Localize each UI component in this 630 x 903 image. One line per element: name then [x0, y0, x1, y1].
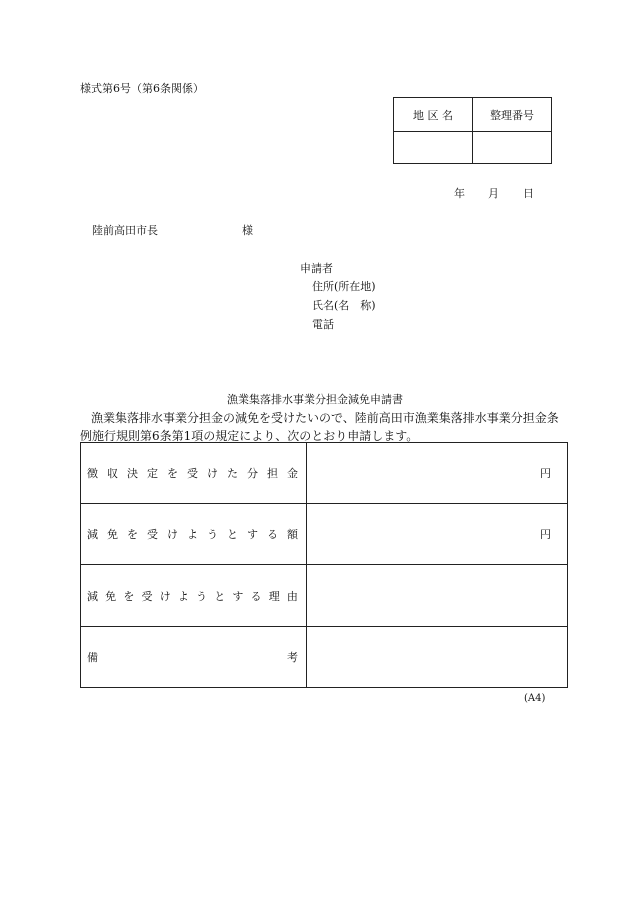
date-month: 月 [488, 187, 499, 200]
row-label [81, 565, 307, 627]
addressee-honorific: 様 [242, 224, 253, 237]
form-label: 様式第6号（第6条関係） [80, 82, 204, 95]
row-label-char: 考 [287, 651, 298, 664]
row-label-char: を [123, 589, 135, 603]
applicant-address: 住所(所在地) [312, 280, 376, 293]
applicant-name: 氏名(名 称) [312, 299, 376, 312]
row-label-char: を [167, 467, 178, 480]
row-label-char: け [159, 589, 171, 603]
district-name-header: 地 区 名 [394, 98, 473, 132]
row-label-char: 収 [107, 467, 118, 480]
row-label-char: 理 [268, 589, 280, 603]
row-label-char: よ [177, 589, 189, 603]
row-label-char: 分 [247, 467, 258, 480]
row-label-char: 担 [267, 467, 278, 480]
date-year: 年 [454, 187, 465, 200]
row-label-char: 金 [287, 467, 298, 480]
row-label-char: 決 [127, 467, 138, 480]
row-label-char: う [207, 528, 218, 541]
application-table [80, 442, 568, 688]
row-label-char: よ [187, 528, 198, 541]
row-label-char: を [127, 528, 138, 541]
row-label-char: 受 [187, 467, 198, 480]
row-label-char: 減 [87, 589, 98, 603]
row-label-char: 減 [87, 528, 98, 541]
applicant-phone: 電話 [312, 318, 334, 331]
document-title: 漁業集落排水事業分担金減免申請書 [227, 393, 403, 406]
reference-number-field[interactable] [473, 132, 552, 164]
row-label [81, 504, 307, 565]
collected-amount-field[interactable]: 円 [307, 443, 568, 504]
row-label-char: け [167, 528, 178, 541]
row-label-char: 免 [107, 528, 118, 541]
row-label-char: と [227, 528, 238, 541]
row-label-char: た [227, 467, 238, 480]
row-label-char: る [250, 589, 262, 603]
paper-size-note: (A4) [524, 693, 546, 704]
row-label-char: と [214, 589, 226, 603]
row-label-char: す [232, 589, 244, 603]
row-label-char: け [207, 467, 218, 480]
registry-table [393, 97, 552, 164]
row-label-char: 定 [147, 467, 158, 480]
table-row [81, 627, 568, 688]
date-day: 日 [523, 187, 534, 200]
row-label-char: る [267, 528, 278, 541]
row-label-char: 受 [141, 589, 153, 603]
district-name-field[interactable] [394, 132, 473, 164]
row-label [81, 627, 307, 688]
row-label-char: 備 [87, 651, 98, 664]
row-label-char: 受 [147, 528, 158, 541]
row-label-char: 額 [287, 528, 298, 541]
table-row [81, 504, 568, 565]
body-line-1: 漁業集落排水事業分担金の減免を受けたいので、陸前高田市漁業集落排水事業分担金条 [91, 411, 559, 425]
table-row [81, 443, 568, 504]
row-label [81, 443, 307, 504]
row-label-char: 由 [286, 589, 298, 603]
row-label-char: 徴 [87, 467, 98, 480]
body-line-2: 例施行規則第6条第1項の規定により、次のとおり申請します。 [80, 429, 419, 443]
reduction-reason-field[interactable] [307, 565, 568, 627]
row-label-char: す [247, 528, 258, 541]
reference-number-header: 整理番号 [473, 98, 552, 132]
reduction-amount-field[interactable]: 円 [307, 504, 568, 565]
remarks-field[interactable] [307, 627, 568, 688]
row-label-char: う [196, 589, 208, 603]
addressee-name: 陸前高田市長 [92, 224, 158, 237]
row-label-char: 免 [105, 589, 117, 603]
table-row [81, 565, 568, 627]
applicant-heading: 申請者 [300, 262, 333, 275]
